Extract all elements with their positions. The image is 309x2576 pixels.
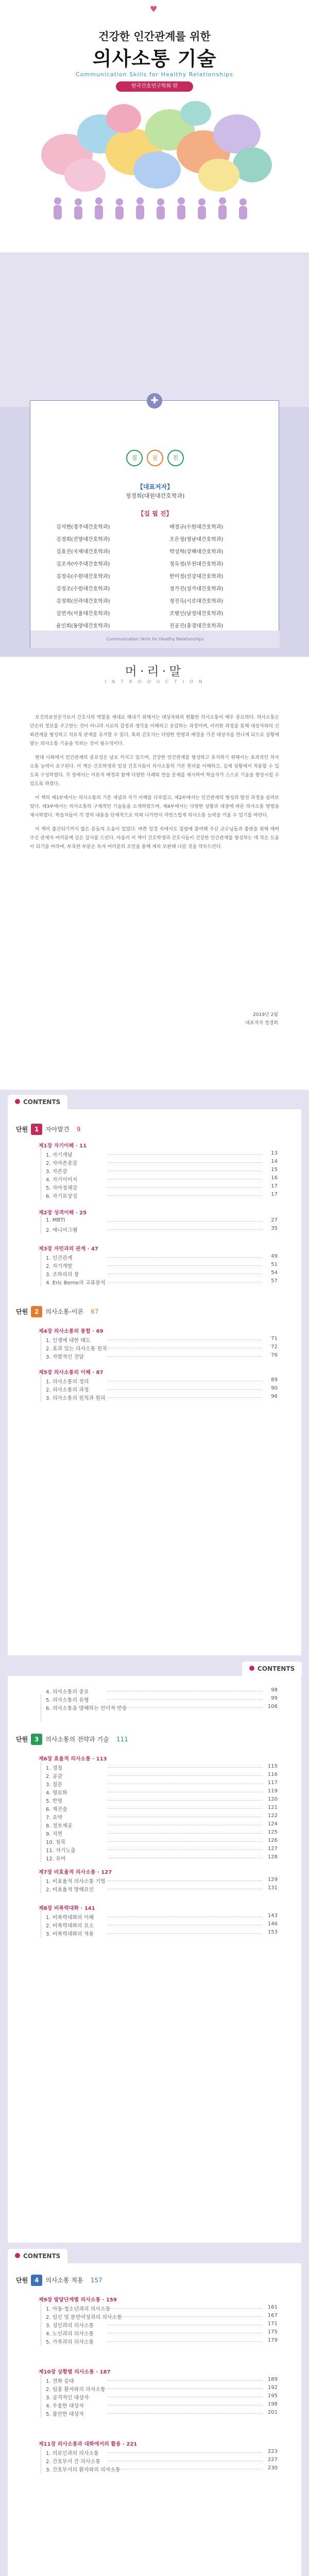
part-label: 단원 (16, 1126, 28, 1133)
preface-paragraph: 이 책이 출간되기까지 많은 분들의 도움이 있었다. 바쁜 일정 속에서도 집필에 참여해 주신 교수님들과 출판을 위해 애써 주신 관계자 여러분께 깊은 감사를 드린다. 아울러 이 책이 간호학생과 간호사들이 건강한 인간관계를 형성하는 데 작은 도움이 되기를 바라며, 부족한 부분은 독자 여러분의 조언을 통해 계속 보완해 나갈 것을 약속드린다. (30, 827, 279, 850)
toc-leader-dots (108, 1187, 262, 1188)
toc-entry-page: 171 (267, 2321, 278, 2327)
part-number: 1 (31, 1124, 42, 1135)
toc-entry-title: 2. 공감 (46, 1774, 63, 1780)
toc-entry-title: 2. 비폭력대화의 요소 (46, 1923, 94, 1929)
toc-entry-title: 4. 명료화 (46, 1790, 67, 1796)
authors-left-list (56, 522, 149, 634)
toc-leader-dots (108, 2388, 262, 2389)
toc-entry-page: 161 (267, 2304, 278, 2310)
toc-entry-title: 4. 자기이미지 (46, 1177, 78, 1183)
toc-entry-page: 179 (267, 2337, 278, 2343)
toc-entry-title: 3. 성인과의 의사소통 (46, 2323, 94, 2329)
toc-entry[interactable] (46, 1159, 278, 1166)
author-item: 정옥정(부천대간호학과) (169, 562, 224, 567)
toc-entry-title: 2. 간호부서 간 의사소통 (46, 2459, 101, 2465)
authors-heading: 【집 필 진】 (138, 510, 173, 517)
toc-entry-title: 5. 가족과의 의사소통 (46, 2340, 94, 2345)
preface-paragraph: 보건의료전문가로서 간호사의 역할을 제대로 해내기 위해서는 대상자와의 원활한 의사소통이 매우 중요하다. 의사소통은 단순히 정보를 주고받는 것이 아니라 서로의 감정과 생각을 이해하고 공감하는 과정이며, 이러한 과정을 통해 대상자와의 신뢰관계를 형성하고 치료적 관계를 유지할 수 있다. 특히 간호사는 다양한 연령과 배경을 가진 대상자를 만나게 되므로 상황에 맞는 의사소통 기술을 익히는 것이 필수적이다. (30, 715, 279, 747)
toc-entry-page: 71 (271, 1336, 278, 1342)
circle-char: 진 (167, 450, 184, 466)
toc-entry-page: 89 (271, 1377, 278, 1383)
toc-entry-page: 51 (271, 1262, 278, 1267)
toc-entry[interactable] (46, 1385, 278, 1393)
toc-entry-page: 146 (267, 1921, 278, 1927)
toc-entry-title: 3. 공격적인 대상자 (46, 2395, 89, 2401)
author-item: 배정규(수원대간호학과) (169, 524, 224, 530)
part-label: 단원 (16, 1308, 28, 1315)
toc-entry-page: 230 (267, 2465, 278, 2471)
toc-entry-title: 2. 임종 환자와의 의사소통 (46, 2387, 106, 2393)
chapter-heading: 제10장 상황별 의사소통 · 187 (39, 2369, 111, 2375)
toc-entry[interactable] (46, 1885, 278, 1893)
preface-signature (206, 1011, 278, 1027)
toc-entry[interactable] (46, 2465, 278, 2473)
toc-entry-page: 14 (271, 1159, 278, 1164)
toc-entry[interactable] (46, 2377, 278, 2384)
toc-entry[interactable] (46, 1797, 278, 1804)
toc-entry[interactable] (46, 2304, 278, 2312)
toc-leader-dots (108, 2341, 262, 2342)
toc-entry-title: 9. 직면 (46, 1832, 63, 1837)
toc-entry-title: 8. 정보제공 (46, 1823, 73, 1829)
toc-entry[interactable] (46, 1838, 278, 1845)
author-item: 김정희(신라대간호학과) (56, 599, 110, 604)
toc-entry-title: 1. 전화 응대 (46, 2379, 74, 2384)
part-label: 단원 (16, 1736, 28, 1743)
preface-date: 2019년 2월 (253, 1012, 278, 1018)
chapter-heading: 제5장 의사소통의 이해 · 87 (39, 1370, 104, 1376)
toc-entry[interactable] (46, 1270, 278, 1278)
toc-entry[interactable] (46, 2393, 278, 2401)
toc-entry-title: 1. 비효율적 의사소통 기법 (46, 1879, 106, 1885)
toc-entry[interactable] (46, 1226, 278, 1233)
author-item: 정가진(성가대간호학과) (169, 586, 224, 592)
medical-cross-icon: ✚ (147, 393, 162, 409)
authors-right-list (169, 522, 262, 634)
toc-entry-page: 198 (267, 2401, 278, 2407)
toc-entry-title: 1. 비폭력대화의 이해 (46, 1915, 94, 1921)
toc-entry[interactable] (46, 1921, 278, 1929)
toc-entry-page: 131 (267, 1885, 278, 1891)
author-item: 한미정(선강대간호학과) (169, 574, 224, 580)
part-title: 의사소통의 전략과 기술 (45, 1736, 109, 1743)
toc-entry-page: 54 (271, 1270, 278, 1276)
toc-entry-title: 2. 애니어그램 (46, 1228, 78, 1233)
toc-leader-dots (108, 1699, 262, 1700)
toc-leader-dots (108, 2452, 262, 2453)
toc-entry-title: 3. 간호부서의 환자와의 의사소통 (46, 2467, 121, 2473)
toc-entry[interactable] (46, 1772, 278, 1780)
contents-tab: CONTENTS (8, 1095, 67, 1109)
toc-leader-dots (108, 1775, 262, 1776)
toc-entry-page: 124 (267, 1821, 278, 1827)
contents-tab: CONTENTS (8, 2249, 67, 2263)
toc-entry[interactable] (46, 1278, 278, 1286)
author-item: 조은정(영남대간호학과) (169, 537, 224, 543)
toc-entry-page: 227 (267, 2457, 278, 2463)
toc-entry-title: 3. 자발적인 전달 (46, 1354, 84, 1360)
toc-entry-page: 72 (271, 1344, 278, 1350)
toc-leader-dots (108, 1397, 262, 1398)
toc-entry-page: 119 (267, 1788, 278, 1794)
toc-entry-title: 1. 자기개념 (46, 1153, 73, 1158)
part-heading (16, 1124, 80, 1135)
people-silhouettes-illustration (47, 196, 259, 219)
toc-leader-dots (108, 1833, 262, 1834)
toc-entry-title: 5. 불안한 대상자 (46, 2412, 84, 2417)
toc-entry[interactable] (46, 1929, 278, 1937)
toc-entry[interactable] (46, 1175, 278, 1183)
part-number: 4 (31, 2275, 42, 2286)
preface-body (30, 714, 279, 857)
toc-entry-title: 1. 경청 (46, 1766, 63, 1771)
part-heading (16, 1734, 128, 1745)
author-item: 김조자(아주대간호학과) (56, 562, 110, 567)
toc-entry[interactable] (46, 1687, 278, 1695)
chapter-heading: 제8장 비폭력대화 · 141 (39, 1906, 95, 1911)
chapter-heading: 제4장 의사소통의 통합 · 69 (39, 1329, 104, 1334)
toc-entry-page: 117 (267, 1780, 278, 1786)
toc-entry-title: 6. 재진술 (46, 1807, 67, 1812)
chapter-heading: 제7장 비효율적 의사소통 · 127 (39, 1870, 112, 1875)
toc-leader-dots (108, 2308, 262, 2309)
toc-entry-page: 49 (271, 1253, 278, 1259)
part-label: 단원 (16, 2277, 28, 2284)
toc-entry[interactable] (46, 1829, 278, 1837)
cover-english-title: Communication Skills for Healthy Relationships (76, 71, 233, 78)
author-item: 진공진(충경대간호학과) (169, 623, 224, 629)
toc-entry-title: 3. 자존감 (46, 1169, 67, 1175)
toc-entry-title: 7. 요약 (46, 1815, 63, 1821)
toc-entry-page: 27 (271, 1217, 278, 1223)
contents-tab: CONTENTS (242, 1662, 302, 1676)
toc-entry[interactable] (46, 1764, 278, 1771)
toc-entry[interactable] (46, 1821, 278, 1829)
part-title: 의사소통-이론 (45, 1308, 84, 1315)
part-number: 3 (31, 1734, 42, 1745)
part-page: 9 (76, 1126, 81, 1133)
toc-entry-title: 1. 의사소통의 정의 (46, 1379, 89, 1385)
cover-title: 의사소통 기술 (92, 47, 217, 70)
toc-entry[interactable] (46, 1813, 278, 1821)
toc-entry-title: 4. Eric Berne의 교류분석 (46, 1280, 106, 1286)
author-item: 김정조(수원대간호학과) (56, 586, 110, 592)
toc-leader-dots (108, 1767, 262, 1768)
toc-entry-title: 1. 아동·청소년과의 의사소통 (46, 2307, 111, 2312)
toc-entry-title: 2. 효과 있는 의사소통 원칙 (46, 1346, 107, 1352)
toc-entry[interactable] (46, 2337, 278, 2345)
toc-leader-dots (108, 2316, 262, 2317)
toc-entry-title: 1. 인간관계 (46, 1256, 73, 1261)
toc-entry[interactable] (46, 1192, 278, 1199)
toc-entry[interactable] (46, 2385, 278, 2393)
part-title: 의사소통 적용 (45, 2277, 83, 2284)
toc-entry-page: 195 (267, 2393, 278, 2399)
toc-leader-dots (108, 1880, 262, 1881)
toc-entry[interactable] (46, 1704, 278, 1711)
toc-leader-dots (108, 1154, 262, 1155)
toc-entry-page: 17 (271, 1192, 278, 1197)
toc-leader-dots (108, 1933, 262, 1934)
toc-entry-page: 90 (271, 1385, 278, 1391)
toc-entry[interactable] (46, 1167, 278, 1175)
toc-entry[interactable] (46, 1183, 278, 1191)
toc-entry-title: 6. 자기표상성 (46, 1194, 78, 1199)
toc-entry-page: 120 (267, 1797, 278, 1802)
toc-entry-page: 153 (267, 1929, 278, 1935)
toc-entry[interactable] (46, 2410, 278, 2417)
toc-entry-page: 128 (267, 1854, 278, 1860)
heart-icon: ♥ (150, 4, 158, 14)
toc-leader-dots (108, 1229, 262, 1230)
toc-entry[interactable] (46, 1788, 278, 1796)
toc-entry[interactable] (46, 1913, 278, 1921)
toc-entry-title: 3. 의사소통의 원칙과 원리 (46, 1396, 106, 1401)
toc-entry-page: 223 (267, 2449, 278, 2454)
toc-entry[interactable] (46, 2457, 278, 2465)
toc-entry-title: 3. 비폭력대화의 적용 (46, 1931, 94, 1937)
toc-entry[interactable] (46, 2313, 278, 2320)
author-item: 김연자(서울대간호학과) (56, 611, 110, 617)
toc-entry[interactable] (46, 1336, 278, 1344)
toc-entry-title: 1. 인생에 대한 태도 (46, 1338, 91, 1344)
rep-author-name: 정경희(대원대간호학과) (125, 493, 185, 499)
cover-subtitle: 건강한 인간관계를 위한 (98, 30, 211, 43)
toc-entry[interactable] (46, 1150, 278, 1158)
part-page: 67 (91, 1308, 99, 1315)
toc-entry-title: 1. MBTI (46, 1217, 65, 1223)
toc-entry[interactable] (46, 1846, 278, 1854)
toc-entry-page: 106 (267, 1704, 278, 1709)
author-item: 조병인(남정대간호학과) (169, 611, 224, 617)
toc-entry[interactable] (46, 1352, 278, 1360)
toc-entry[interactable] (46, 2321, 278, 2329)
toc-entry-title: 5. 반영 (46, 1799, 63, 1804)
toc-entry-title: 1. 의료인과의 의사소통 (46, 2451, 99, 2456)
toc-entry-title: 3. 질문 (46, 1782, 63, 1788)
toc-entry[interactable] (46, 2401, 278, 2409)
circle-char: 집 (126, 450, 143, 466)
toc-entry-title: 2. 비효율적 방해요인 (46, 1887, 94, 1893)
toc-entry-page: 57 (271, 1278, 278, 1284)
authors-section (0, 368, 309, 657)
toc-leader-dots (108, 1265, 262, 1266)
table-of-contents (8, 1090, 301, 2576)
preface-paragraph: 현대 사회에서 인간관계의 중요성은 날로 커지고 있으며, 건강한 인간관계를 형성하고 유지하기 위해서는 효과적인 의사소통 능력이 요구된다. 이 책은 간호학생과 임상 간호사들이 의사소통의 기본 원리를 이해하고, 실제 상황에서 적용할 수 있도록 구성하였다. 각 장에서는 이론적 배경과 함께 다양한 사례와 연습 문제를 제시하여 학습자가 스스로 기술을 향상시킬 수 있도록 하였다. (30, 755, 279, 787)
toc-entry-page: 15 (271, 1167, 278, 1173)
chapter-heading: 제1장 자기이해 · 11 (39, 1143, 87, 1149)
toc-entry-page: 122 (267, 1813, 278, 1819)
toc-entry[interactable] (46, 1344, 278, 1352)
toc-entry-title: 12. 유머 (46, 1856, 66, 1862)
toc-entry-title: 2. 임신 및 분만여성과의 의사소통 (46, 2315, 122, 2320)
toc-leader-dots (108, 1195, 262, 1196)
chapter-heading: 제6장 효율적 의사소통 · 113 (39, 1756, 107, 1762)
author-item: 김정희(진양대간호학과) (56, 537, 110, 543)
toc-leader-dots (108, 2413, 262, 2414)
preface-section (0, 657, 309, 1090)
toc-entry[interactable] (46, 1394, 278, 1401)
toc-entry[interactable] (46, 1854, 278, 1862)
toc-entry-title: 4. 우울한 대상자 (46, 2403, 84, 2409)
contents-section (0, 1090, 309, 2576)
preface-paragraph: 이 책의 제1부에서는 의사소통의 기본 개념과 자기 이해를 다루었고, 제2부에서는 인간관계의 형성과 발전 과정을 살펴보았다. 제3부에서는 의사소통의 구체적인 기술들을 소개하였으며, 제4부에서는 다양한 상황과 대상에 따른 의사소통 방법을 제시하였다. 학습자들이 각 장의 내용을 단계적으로 익혀 나가면서 자연스럽게 의사소통 능력을 키울 수 있기를 바란다. (30, 795, 279, 818)
publisher-badge: 한국간호연구학회 편 (116, 81, 193, 92)
toc-entry-page: 115 (267, 1764, 278, 1769)
preface-signer: 대표저자 정경희 (245, 1021, 278, 1026)
toc-entry-page: 129 (267, 1877, 278, 1883)
toc-entry-page: 175 (267, 2329, 278, 2335)
toc-entry-page: 121 (267, 1805, 278, 1810)
toc-leader-dots (108, 1707, 262, 1708)
toc-entry-page: 35 (271, 1226, 278, 1231)
part-page: 111 (116, 1736, 128, 1743)
part-title: 자아발견 (45, 1126, 70, 1133)
toc-entry-title: 2. 자기개방 (46, 1264, 73, 1269)
toc-entry-title: 5. 자아정체감 (46, 1185, 78, 1191)
authors-card-footer: Communication Skills for Healthy Relationships (30, 631, 280, 648)
part-page: 157 (90, 2277, 102, 2284)
preface-intro-label: I N T R O D U C T I O N (105, 680, 204, 685)
author-item: 윤인희(동양대간호학과) (56, 623, 110, 629)
author-item: 박성혁(강해대간호학과) (169, 549, 224, 555)
toc-leader-dots (108, 1356, 262, 1357)
toc-leader-dots (108, 1841, 262, 1842)
toc-entry-title: 4. 노인과의 의사소통 (46, 2331, 94, 2337)
toc-entry[interactable] (46, 1877, 278, 1885)
chapter-heading: 제9장 발달단계별 의사소통 · 159 (39, 2297, 117, 2303)
toc-entry-page: 125 (267, 1829, 278, 1835)
toc-entry[interactable] (46, 2449, 278, 2456)
preface-title: 머·리·말 (125, 664, 184, 679)
cover-section (0, 0, 309, 368)
toc-entry-title: 4. 의사소통의 중요 (46, 1689, 89, 1695)
toc-entry-page: 116 (267, 1772, 278, 1777)
author-item: 김석현(경주대간호학과) (56, 524, 110, 530)
toc-entry-page: 99 (271, 1696, 278, 1701)
part-heading (16, 1306, 99, 1317)
toc-entry-title: 10. 침묵 (46, 1840, 66, 1845)
toc-entry-title: 6. 의사소통을 방해하는 언어적 반응 (46, 1706, 127, 1711)
toc-leader-dots (108, 1162, 262, 1163)
chapter-heading: 제3장 자민과의 관계 · 47 (39, 1246, 98, 1252)
toc-entry-page: 167 (267, 2313, 278, 2318)
toc-entry-page: 192 (267, 2385, 278, 2391)
toc-leader-dots (108, 2380, 262, 2381)
chapter-heading: 제11장 의사소통과 대화에서의 활용 · 221 (39, 2442, 138, 2447)
toc-entry-page: 98 (271, 1687, 278, 1693)
toc-entry-page: 96 (271, 1394, 278, 1399)
toc-leader-dots (108, 1808, 262, 1809)
toc-entry-page: 201 (267, 2410, 278, 2415)
toc-entry[interactable] (46, 1262, 278, 1269)
toc-leader-dots (108, 1221, 262, 1222)
toc-entry-title: 3. 조하리의 창 (46, 1272, 79, 1278)
toc-entry-page: 13 (271, 1150, 278, 1156)
toc-leader-dots (108, 1257, 262, 1258)
toc-entry-page: 127 (267, 1846, 278, 1852)
toc-entry-title: 2. 자아존중감 (46, 1161, 78, 1166)
toc-entry[interactable] (46, 1805, 278, 1812)
toc-entry[interactable] (46, 1377, 278, 1385)
toc-entry[interactable] (46, 1253, 278, 1261)
toc-entry-page: 126 (267, 1838, 278, 1843)
toc-entry-title: 2. 의사소통의 과정 (46, 1387, 89, 1393)
chapter-heading: 제2장 성격이해 · 25 (39, 1210, 87, 1216)
author-item: 정진옥(시로대간호학과) (169, 599, 224, 604)
toc-entry-title: 11. 자기노출 (46, 1848, 76, 1854)
author-item: 김효진(국제대간호학과) (56, 549, 110, 555)
part-heading (16, 2275, 102, 2286)
toc-entry[interactable] (46, 1217, 278, 1223)
toc-entry-page: 189 (267, 2377, 278, 2382)
toc-entry-page: 17 (271, 1183, 278, 1189)
toc-entry-page: 16 (271, 1175, 278, 1181)
toc-entry[interactable] (46, 1780, 278, 1788)
toc-entry-title: 5. 의사소통의 유형 (46, 1698, 89, 1703)
writers-circles (30, 450, 280, 468)
toc-leader-dots (108, 1800, 262, 1801)
toc-entry[interactable] (46, 2329, 278, 2337)
toc-entry[interactable] (46, 1696, 278, 1703)
part-number: 2 (31, 1306, 42, 1317)
authors-card (30, 400, 279, 648)
cover-bottom-band (0, 252, 309, 368)
rep-author-heading: 【대표저자】 (136, 483, 174, 490)
toc-entry-page: 76 (271, 1352, 278, 1358)
circle-char: 필 (147, 450, 163, 466)
author-item: 김정숙(수원대간호학과) (56, 574, 110, 580)
toc-entry-page: 143 (267, 1913, 278, 1919)
